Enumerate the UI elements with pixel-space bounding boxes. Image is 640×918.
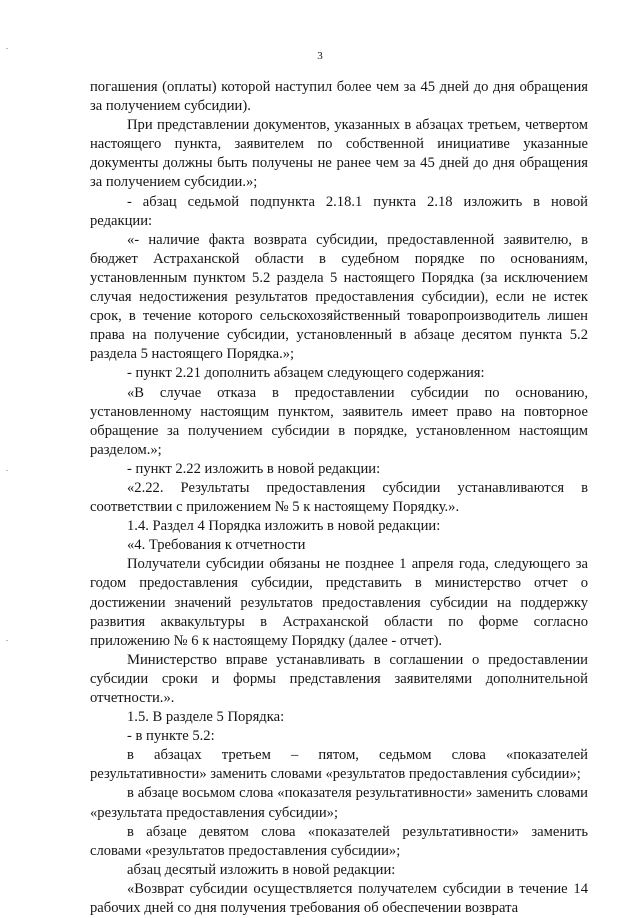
scan-mark xyxy=(6,470,8,471)
paragraph: в абзаце девятом слова «показателей результативности» заменить словами «результатов предоставления субсидии»; xyxy=(90,823,588,859)
paragraph: Министерство вправе устанавливать в соглашении о предоставлении субсидии сроки и формы представления заявителями дополнительной отчетности.». xyxy=(90,651,588,706)
paragraph: 1.5. В разделе 5 Порядка: xyxy=(127,709,285,726)
paragraph: «В случае отказа в предоставлении субсидии по основанию, установленному настоящим пунктом, заявитель имеет право на повторное обращение за получением субсидии в порядке, установленном настоящим разделом.»; xyxy=(90,384,588,458)
paragraph: 1.4. Раздел 4 Порядка изложить в новой редакции: xyxy=(127,518,441,535)
paragraph: в абзацах третьем – пятом, седьмом слова «показателей результативности» заменить словами «результатов предоставления субсидии»; xyxy=(90,747,588,783)
paragraph: - пункт 2.22 изложить в новой редакции: xyxy=(127,460,381,477)
paragraph: - абзац седьмой подпункта 2.18.1 пункта 2.18 изложить в новой редакции: xyxy=(90,193,588,229)
paragraph: «- наличие факта возврата субсидии, предоставленной заявителю, в бюджет Астраханской области в судебном порядке по основаниям, установленным пунктом 5.2 раздела 5 настоящего Порядка (за исключением случая недостижения результатов предоставления субсидии), если не истек срок, в течение которого сельскохозяйственный товаропроизводитель лишен права на получение субсидии, установленный в абзаце десятом пункта 5.2 раздела 5 настоящего Порядка.»; xyxy=(90,231,588,363)
paragraph: - пункт 2.21 дополнить абзацем следующего содержания: xyxy=(127,365,485,382)
scan-mark xyxy=(6,48,8,49)
page-number: 3 xyxy=(317,50,323,62)
document-body xyxy=(90,78,588,918)
paragraph: абзац десятый изложить в новой редакции: xyxy=(127,861,396,878)
paragraph: При представлении документов, указанных в абзацах третьем, четвертом настоящего пункта, заявителем по собственной инициативе указанные документы должны быть получены не ранее чем за 45 дней до дня обращения за получением субсидии.»; xyxy=(90,117,588,191)
paragraph: Получатели субсидии обязаны не позднее 1 апреля года, следующего за годом предоставления субсидии, представить в министерство отчет о достижении значений результатов предоставления субсидии на поддержку развития аквакультуры в Астраханской области по форме согласно приложению № 6 к настоящему Порядку (далее - отчет). xyxy=(90,556,588,649)
paragraph: погашения (оплаты) которой наступил более чем за 45 дней до дня обращения за получением субсидии). xyxy=(90,79,588,115)
paragraph: «Возврат субсидии осуществляется получателем субсидии в течение 14 рабочих дней со дня получения требования об обеспечении возврата xyxy=(90,880,588,917)
paragraph: в абзаце восьмом слова «показателя результативности» заменить словами «результата предоставления субсидии»; xyxy=(90,785,588,821)
paragraph: «2.22. Результаты предоставления субсидии устанавливаются в соответствии с приложением № 5 к настоящему Порядку.». xyxy=(90,479,588,516)
scan-mark xyxy=(6,640,8,641)
paragraph: - в пункте 5.2: xyxy=(127,728,215,745)
section-heading: «4. Требования к отчетности xyxy=(127,537,306,554)
